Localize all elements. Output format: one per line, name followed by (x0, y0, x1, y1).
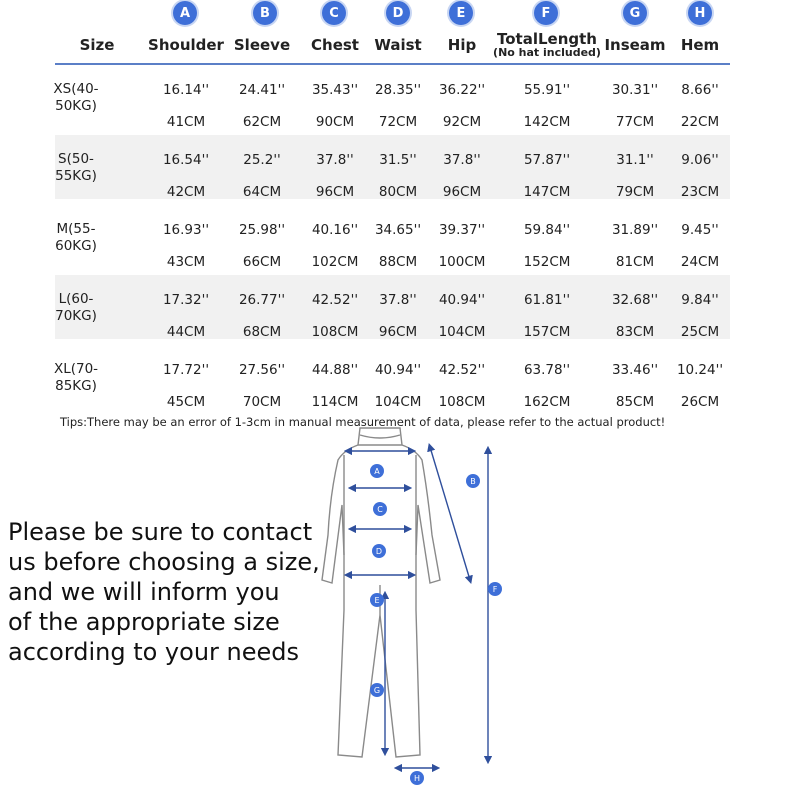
col-badge-c: C (322, 1, 346, 25)
header-total-length (493, 31, 601, 58)
size-label-line: 50KG) (55, 98, 97, 114)
cell-inches: 26.77'' (238, 292, 286, 308)
header-size: Size (79, 36, 115, 54)
cell-inches: 17.72'' (162, 362, 210, 378)
cell-inches: 37.8'' (443, 152, 481, 168)
cell-inches: 9.45'' (681, 222, 719, 238)
header-inseam: Inseam (604, 36, 666, 54)
cell-cm: 26CM (680, 394, 720, 410)
cell-cm: 64CM (242, 184, 282, 200)
cell-cm: 96CM (315, 184, 355, 200)
cell-cm: 42CM (166, 184, 206, 200)
col-badge-g: G (623, 1, 647, 25)
cell-cm: 80CM (378, 184, 418, 200)
size-label (45, 291, 107, 325)
cell-cm: 96CM (442, 184, 482, 200)
col-badge-a: A (173, 1, 197, 25)
size-label-line: XL(70- (53, 361, 99, 377)
cell-cm: 114CM (311, 394, 359, 410)
jumpsuit-outline-icon (300, 425, 530, 790)
cell-inches: 59.84'' (523, 222, 571, 238)
cell-cm: 44CM (166, 324, 206, 340)
cell-inches: 35.43'' (311, 82, 359, 98)
cell-inches: 30.31'' (611, 82, 659, 98)
cell-cm: 45CM (166, 394, 206, 410)
cell-cm: 100CM (438, 254, 486, 270)
size-label-line: 55KG) (55, 168, 97, 184)
table-row (55, 275, 730, 339)
header-hem: Hem (680, 36, 720, 54)
marker-g: G (373, 686, 381, 695)
marker-f: F (492, 585, 498, 594)
garment-outline (322, 428, 440, 757)
cell-cm: 108CM (438, 394, 486, 410)
cell-cm: 92CM (442, 114, 482, 130)
marker-b: B (470, 477, 476, 486)
cell-cm: 22CM (680, 114, 720, 130)
col-badge-f: F (534, 1, 558, 25)
col-badge-d: D (386, 1, 410, 25)
col-badge-b: B (253, 1, 277, 25)
cell-cm: 142CM (523, 114, 571, 130)
cell-cm: 23CM (680, 184, 720, 200)
size-label-line: XS(40- (53, 81, 99, 97)
cell-cm: 41CM (166, 114, 206, 130)
marker-c: C (377, 505, 383, 514)
cell-inches: 10.24'' (676, 362, 724, 378)
size-label-line: 60KG) (55, 238, 97, 254)
size-label (45, 151, 107, 185)
cell-inches: 33.46'' (611, 362, 659, 378)
cell-cm: 25CM (680, 324, 720, 340)
cell-cm: 104CM (374, 394, 422, 410)
cell-cm: 152CM (523, 254, 571, 270)
note-line: Please be sure to contact (8, 518, 313, 546)
cell-inches: 31.5'' (379, 152, 417, 168)
cell-inches: 63.78'' (523, 362, 571, 378)
cell-inches: 44.88'' (311, 362, 359, 378)
cell-inches: 36.22'' (438, 82, 486, 98)
cell-inches: 34.65'' (374, 222, 422, 238)
cell-inches: 37.8'' (379, 292, 417, 308)
table-row (55, 205, 730, 269)
size-label-line: 70KG) (55, 308, 97, 324)
size-label (45, 81, 107, 115)
cell-inches: 24.41'' (238, 82, 286, 98)
header-total-length-label: TotalLength (497, 30, 597, 48)
cell-cm: 96CM (378, 324, 418, 340)
cell-cm: 90CM (315, 114, 355, 130)
cell-cm: 24CM (680, 254, 720, 270)
table-row (55, 135, 730, 199)
header-sleeve: Sleeve (233, 36, 291, 54)
table-row (55, 345, 730, 409)
marker-a: A (374, 467, 380, 476)
cell-cm: 43CM (166, 254, 206, 270)
cell-inches: 40.94'' (438, 292, 486, 308)
header-shoulder: Shoulder (148, 36, 224, 54)
cell-cm: 66CM (242, 254, 282, 270)
note-line: of the appropriate size (8, 608, 280, 636)
cell-cm: 102CM (311, 254, 359, 270)
tips-text: Tips:There may be an error of 1-3cm in manual measurement of data, please refer to the actual product! (60, 415, 666, 429)
cell-inches: 42.52'' (438, 362, 486, 378)
table-row (55, 65, 730, 129)
size-label (45, 221, 107, 255)
cell-inches: 16.93'' (162, 222, 210, 238)
cell-cm: 83CM (615, 324, 655, 340)
cell-cm: 70CM (242, 394, 282, 410)
cell-inches: 9.06'' (681, 152, 719, 168)
cell-inches: 25.2'' (243, 152, 281, 168)
size-contact-note (8, 517, 328, 667)
cell-inches: 25.98'' (238, 222, 286, 238)
size-label (45, 361, 107, 395)
cell-inches: 61.81'' (523, 292, 571, 308)
header-waist: Waist (374, 36, 422, 54)
size-label-line: S(50- (58, 151, 94, 167)
marker-h: H (413, 774, 421, 783)
cell-inches: 27.56'' (238, 362, 286, 378)
cell-inches: 40.94'' (374, 362, 422, 378)
marker-d: D (375, 547, 383, 556)
cell-inches: 37.8'' (316, 152, 354, 168)
cell-cm: 81CM (615, 254, 655, 270)
cell-inches: 16.14'' (162, 82, 210, 98)
cell-inches: 55.91'' (523, 82, 571, 98)
cell-cm: 104CM (438, 324, 486, 340)
cell-cm: 68CM (242, 324, 282, 340)
cell-inches: 57.87'' (523, 152, 571, 168)
cell-inches: 32.68'' (611, 292, 659, 308)
cell-inches: 28.35'' (374, 82, 422, 98)
cell-inches: 42.52'' (311, 292, 359, 308)
cell-inches: 8.66'' (681, 82, 719, 98)
cell-cm: 108CM (311, 324, 359, 340)
size-label-line: L(60- (58, 291, 94, 307)
header-total-length-sublabel: (No hat included) (493, 46, 601, 59)
cell-cm: 79CM (615, 184, 655, 200)
note-line: us before choosing a size, (8, 548, 320, 576)
cell-inches: 40.16'' (311, 222, 359, 238)
cell-inches: 39.37'' (438, 222, 486, 238)
note-line: and we will inform you (8, 578, 280, 606)
cell-inches: 31.1'' (616, 152, 654, 168)
size-label-line: 85KG) (55, 378, 97, 394)
cell-inches: 9.84'' (681, 292, 719, 308)
cell-cm: 72CM (378, 114, 418, 130)
col-badge-e: E (449, 1, 473, 25)
cell-cm: 85CM (615, 394, 655, 410)
cell-cm: 162CM (523, 394, 571, 410)
cell-cm: 88CM (378, 254, 418, 270)
cell-cm: 77CM (615, 114, 655, 130)
header-hip: Hip (447, 36, 477, 54)
cell-inches: 17.32'' (162, 292, 210, 308)
cell-inches: 16.54'' (162, 152, 210, 168)
size-label-line: M(55- (56, 221, 96, 237)
cell-cm: 147CM (523, 184, 571, 200)
note-line: according to your needs (8, 638, 299, 666)
col-badge-h: H (688, 1, 712, 25)
marker-e: E (374, 596, 380, 605)
cell-cm: 157CM (523, 324, 571, 340)
cell-cm: 62CM (242, 114, 282, 130)
header-chest: Chest (311, 36, 359, 54)
cell-inches: 31.89'' (611, 222, 659, 238)
